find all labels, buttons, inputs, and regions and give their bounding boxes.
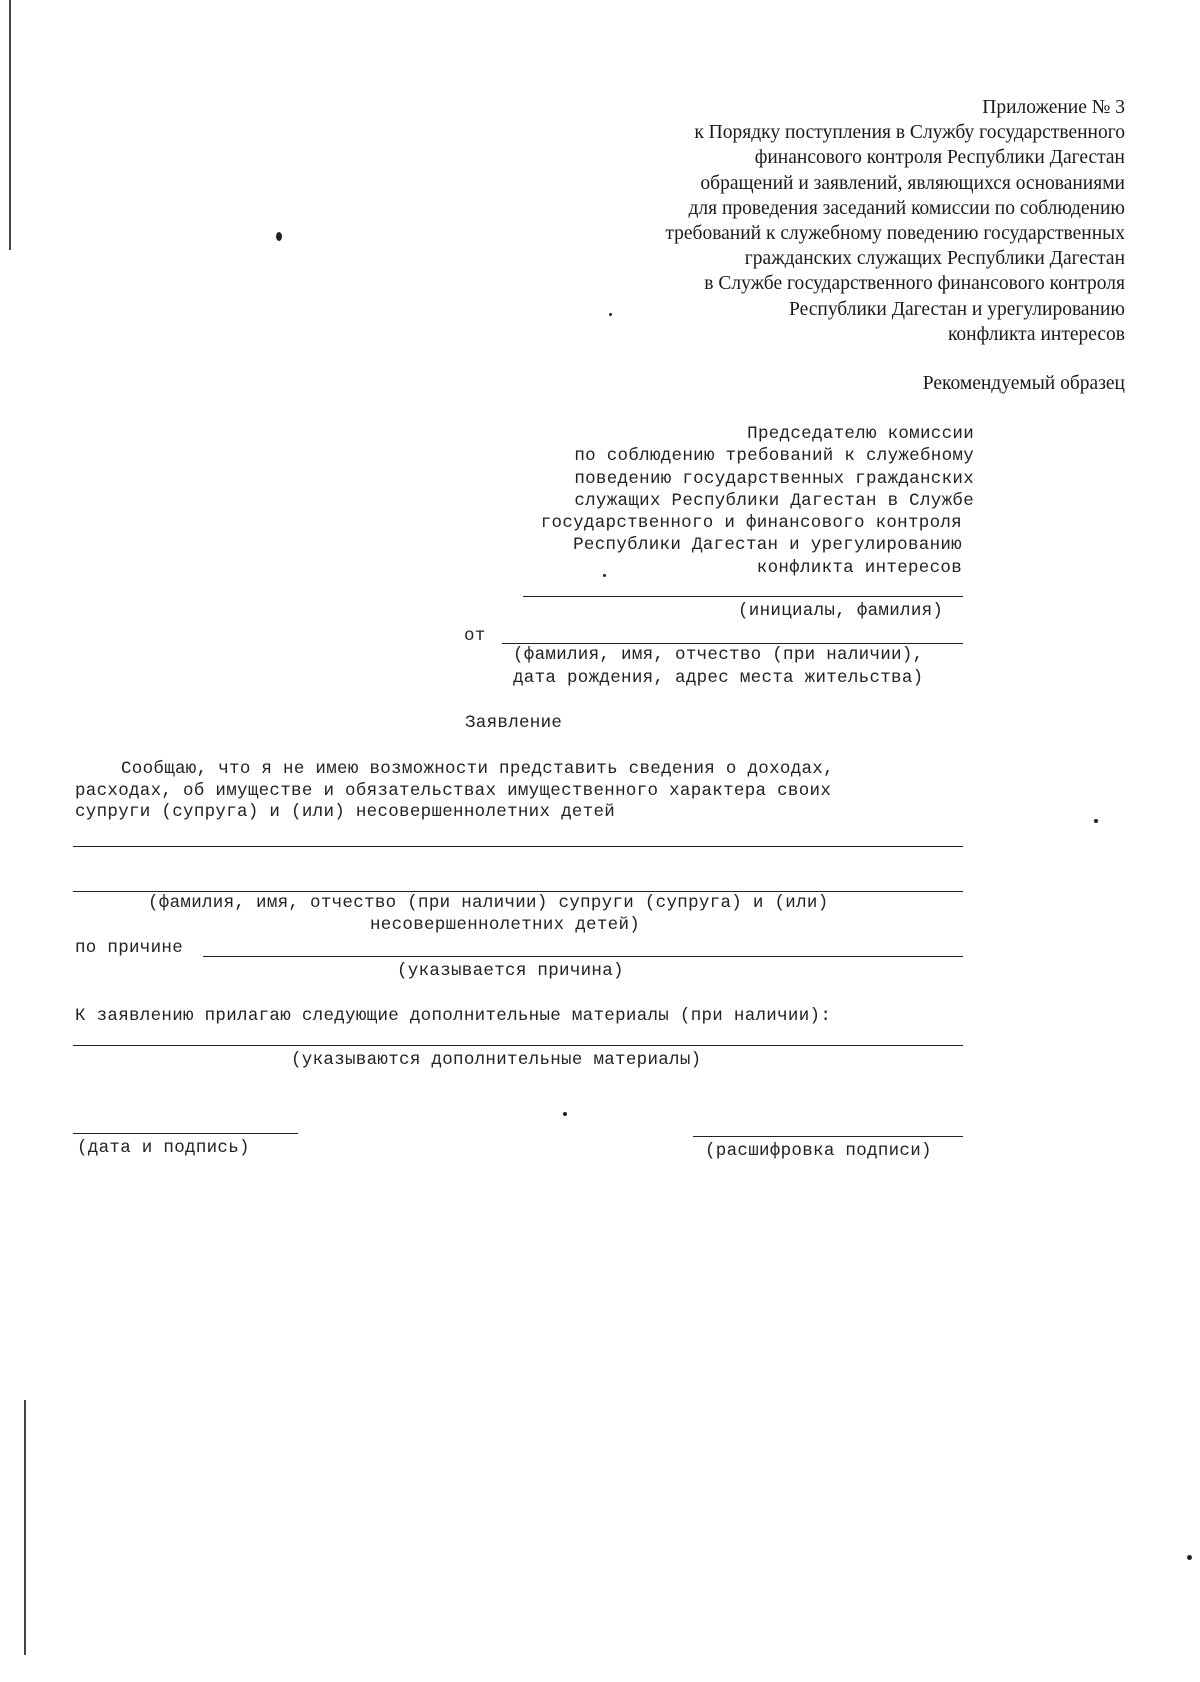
sample-label: Рекомендуемый образец (922, 373, 1125, 394)
date-sign-line (73, 1133, 298, 1134)
reason-label: по причине (75, 938, 184, 958)
addressee-line: конфликта интересов (756, 557, 962, 578)
addressee-line: Председателю комиссии (747, 424, 974, 444)
attachments-hint: (указываются дополнительные материалы) (291, 1050, 702, 1070)
scan-speck (276, 232, 282, 241)
appendix-title: Приложение № 3 (982, 97, 1125, 118)
scan-speck (609, 313, 612, 316)
appendix-block (665, 95, 1125, 347)
decode-hint: (расшифровка подписи) (705, 1141, 932, 1161)
attachments-text: К заявлению прилагаю следующие дополнительные материалы (при наличии): (75, 1006, 832, 1026)
scan-edge-line-bottom (24, 1400, 26, 1655)
appendix-line: конфликта интересов (947, 323, 1125, 345)
appendix-line: Республики Дагестан и урегулированию (789, 298, 1125, 320)
addressee-line: государственного и финансового контроля (540, 513, 962, 534)
addressee-line: служащих Республики Дагестан в Службе (574, 490, 974, 511)
addressee-line: поведению государственных гражданских (574, 468, 974, 489)
statement-body: расходах, об имуществе и обязательствах имущественного характера своих (75, 781, 832, 801)
statement-body: супруги (супруга) и (или) несовершеннолетних детей (75, 802, 616, 822)
appendix-line: к Порядку поступления в Службу государственного (694, 122, 1125, 144)
reason-line (203, 956, 963, 957)
from-label: от (464, 626, 486, 646)
reason-hint: (указывается причина) (397, 961, 624, 981)
names-line (73, 846, 963, 847)
appendix-line: требований к служебному поведению государственных (665, 223, 1125, 245)
addressee-line: по соблюдению требований к служебному (574, 446, 974, 467)
addressee-line: Республики Дагестан и урегулированию (573, 535, 962, 556)
scan-speck (1094, 819, 1098, 823)
scan-speck (1187, 1555, 1192, 1560)
appendix-line: финансового контроля Республики Дагестан (754, 147, 1125, 169)
sender-hint: (фамилия, имя, отчество (при наличии), (513, 645, 924, 665)
names-hint: несовершеннолетних детей) (370, 915, 641, 935)
scan-edge-line-top (9, 0, 11, 250)
statement-title: Заявление (465, 713, 563, 733)
decode-line (693, 1136, 963, 1137)
appendix-line: гражданских служащих Республики Дагестан (744, 248, 1125, 270)
names-hint: (фамилия, имя, отчество (при наличии) супруги (супруга) и (или) (148, 893, 829, 913)
date-sign-hint: (дата и подпись) (77, 1138, 250, 1158)
statement-body: Сообщаю, что я не имею возможности представить сведения о доходах, (121, 759, 834, 779)
sender-line (502, 643, 963, 644)
names-line (73, 891, 963, 892)
appendix-line: обращений и заявлений, являющихся основаниями (700, 172, 1125, 194)
scan-speck (563, 1112, 567, 1116)
appendix-line: в Службе государственного финансового контроля (704, 273, 1125, 295)
addressee-block (540, 423, 974, 579)
initials-hint: (инициалы, фамилия) (738, 601, 944, 621)
appendix-line: для проведения заседаний комиссии по соблюдению (688, 197, 1125, 219)
sender-hint: дата рождения, адрес места жительства) (513, 668, 924, 688)
initials-line (523, 596, 963, 597)
attachments-line (73, 1045, 963, 1046)
